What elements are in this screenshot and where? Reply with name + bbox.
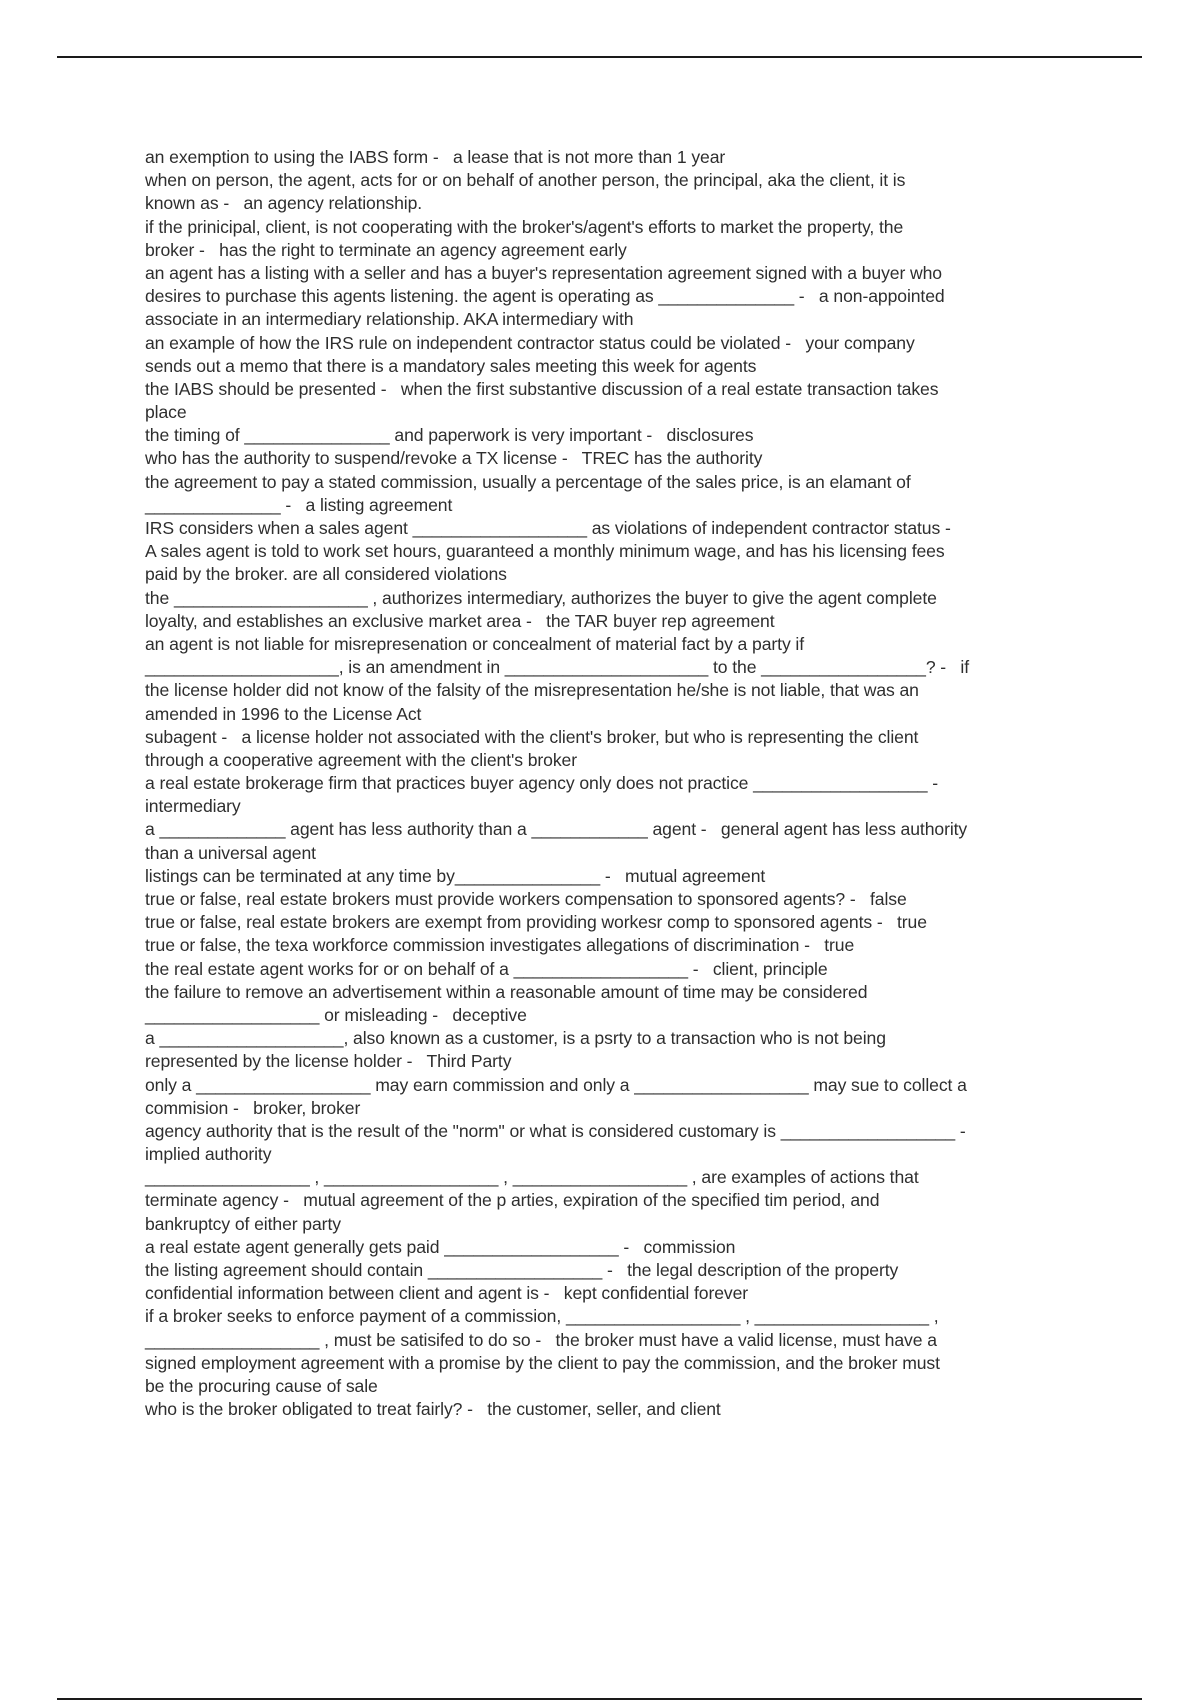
text-line: a ___________________, also known as a customer, is a psrty to a transaction who is not being: [145, 1028, 886, 1049]
text-line: an agent is not liable for misrepresenation or concealment of material fact by a party if: [145, 633, 805, 654]
text-line: place: [145, 402, 187, 423]
text-line: represented by the license holder - Third Party: [145, 1051, 512, 1072]
text-line: amended in 1996 to the License Act: [145, 703, 422, 724]
text-line: the failure to remove an advertisement within a reasonable amount of time may be considered: [145, 981, 868, 1002]
text-line: an exemption to using the IABS form - a lease that is not more than 1 year: [145, 147, 726, 167]
text-line: known as - an agency relationship.: [145, 193, 423, 214]
text-line: listings can be terminated at any time by_______________ - mutual agreement: [145, 865, 766, 886]
text-line: true or false, real estate brokers must provide workers compensation to sponsored agents? - false: [145, 889, 907, 909]
text-line: sends out a memo that there is a mandatory sales meeting this week for agents: [145, 355, 757, 376]
text-line: a real estate agent generally gets paid __________________ - commission: [145, 1236, 736, 1257]
text-line: confidential information between client and agent is - kept confidential forever: [145, 1283, 749, 1304]
text-line: an example of how the IRS rule on independent contractor status could be violated - your company: [145, 332, 915, 353]
text-line: the timing of _______________ and paperwork is very important - disclosures: [145, 425, 754, 446]
text-line: commision - broker, broker: [145, 1097, 361, 1118]
text-line: the listing agreement should contain __________________ - the legal description of the property: [145, 1260, 899, 1280]
text-line: the IABS should be presented - when the first substantive discussion of a real estate transaction takes: [145, 378, 939, 399]
text-line: if the prinicipal, client, is not cooperating with the broker's/agent's efforts to market the property, the: [145, 216, 904, 237]
text-line: signed employment agreement with a promise by the client to pay the commission, and the broker must: [145, 1352, 940, 1373]
text-line: ______________ - a listing agreement: [145, 494, 453, 515]
text-line: true or false, real estate brokers are exempt from providing workesr comp to sponsored agents - true: [145, 912, 927, 933]
text-line: associate in an intermediary relationship. AKA intermediary with: [145, 309, 634, 330]
text-line: terminate agency - mutual agreement of the p arties, expiration of the specified tim period, and: [145, 1190, 880, 1211]
text-line: the ____________________ , authorizes intermediary, authorizes the buyer to give the agent complete: [145, 587, 937, 608]
text-line: a real estate brokerage firm that practices buyer agency only does not practice __________________ -: [145, 773, 938, 794]
flashcard-text-body: [145, 146, 1090, 1421]
text-line: __________________ or misleading - deceptive: [145, 1004, 527, 1025]
text-line: loyalty, and establishes an exclusive market area - the TAR buyer rep agreement: [145, 610, 775, 631]
text-line: ____________________, is an amendment in _____________________ to the _________________? - if: [145, 657, 970, 678]
text-line: __________________ , must be satisifed to do so - the broker must have a valid license, must have a: [145, 1329, 937, 1350]
text-line: IRS considers when a sales agent __________________ as violations of independent contractor status -: [145, 518, 951, 538]
text-line: paid by the broker. are all considered violations: [145, 564, 507, 585]
text-line: a _____________ agent has less authority than a ____________ agent - general agent has less authority: [145, 819, 968, 840]
text-line: when on person, the agent, acts for or on behalf of another person, the principal, aka the client, it is: [145, 170, 906, 191]
text-line: agency authority that is the result of the "norm" or what is considered customary is __________________ -: [145, 1120, 966, 1141]
header-rule: [57, 56, 1142, 58]
text-line: only a __________________ may earn commission and only a __________________ may sue to collect a: [145, 1074, 967, 1095]
text-line: desires to purchase this agents listening. the agent is operating as ______________ - a non-appointed: [145, 286, 945, 307]
text-line: through a cooperative agreement with the client's broker: [145, 749, 577, 770]
text-line: than a universal agent: [145, 842, 316, 863]
text-line: implied authority: [145, 1144, 272, 1165]
text-line: the real estate agent works for or on behalf of a __________________ - client, principle: [145, 958, 828, 979]
text-line: be the procuring cause of sale: [145, 1375, 378, 1396]
text-line: _________________ , __________________ , __________________ , are examples of actions that: [145, 1167, 919, 1188]
text-line: bankruptcy of either party: [145, 1213, 341, 1234]
text-line: broker - has the right to terminate an agency agreement early: [145, 239, 627, 260]
text-line: intermediary: [145, 796, 241, 817]
text-line: the license holder did not know of the falsity of the misrepresentation he/she is not liable, that was an: [145, 680, 919, 701]
text-line: the agreement to pay a stated commission, usually a percentage of the sales price, is an elamant of: [145, 471, 911, 492]
text-line: if a broker seeks to enforce payment of a commission, __________________ , __________________ ,: [145, 1306, 939, 1327]
text-line: who is the broker obligated to treat fairly? - the customer, seller, and client: [145, 1399, 721, 1420]
text-line: true or false, the texa workforce commission investigates allegations of discrimination - true: [145, 935, 855, 956]
text-line: subagent - a license holder not associated with the client's broker, but who is representing the client: [145, 726, 919, 747]
text-line: A sales agent is told to work set hours, guaranteed a monthly minimum wage, and has his licensing fees: [145, 541, 945, 562]
text-line: who has the authority to suspend/revoke a TX license - TREC has the authority: [145, 448, 763, 469]
text-line: an agent has a listing with a seller and has a buyer's representation agreement signed with a buyer who: [145, 262, 942, 283]
